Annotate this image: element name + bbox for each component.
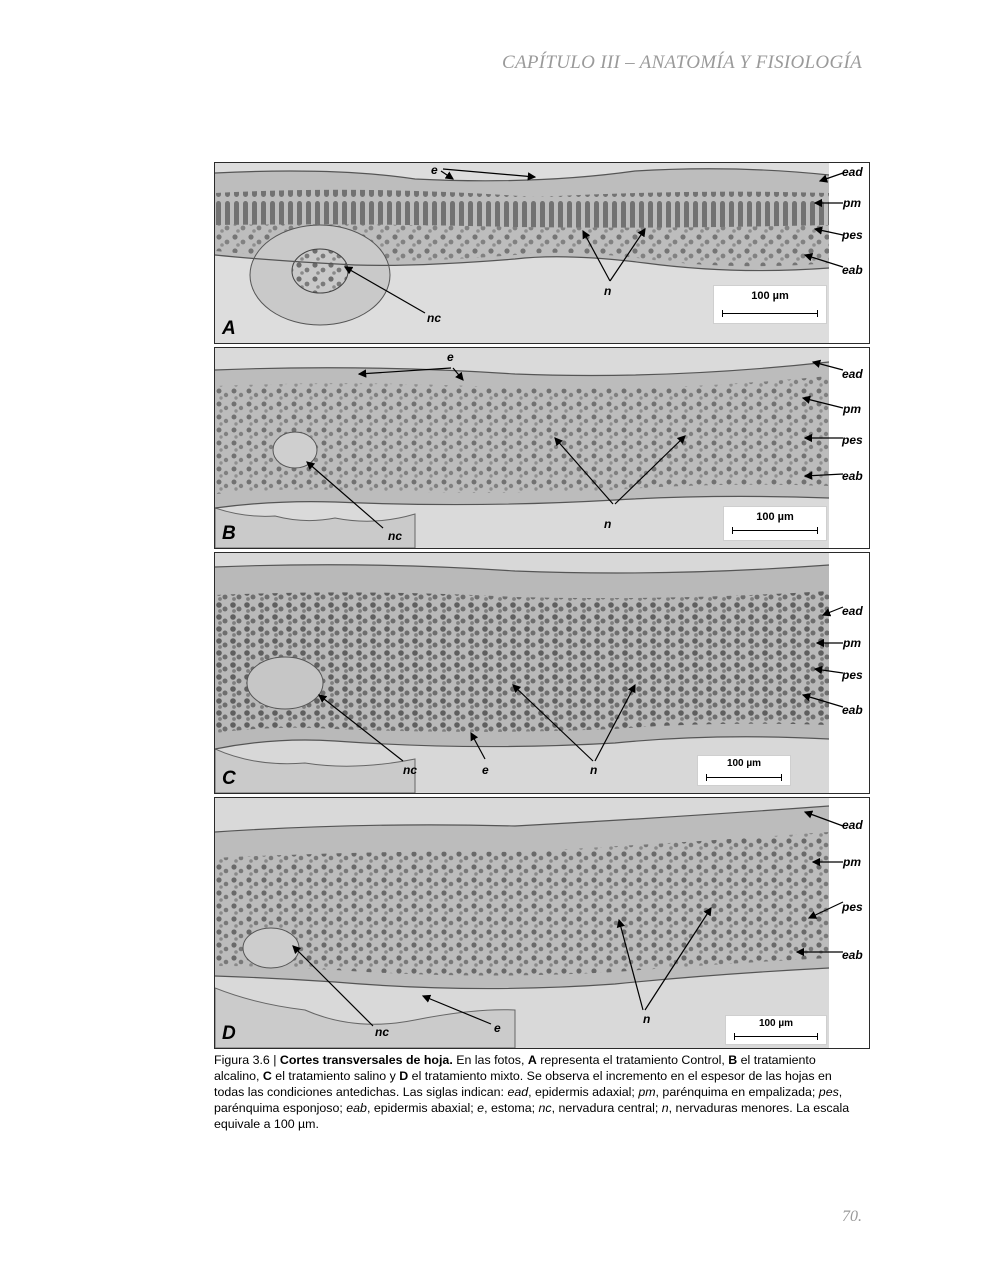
scale-bar-text: 100 µm xyxy=(756,511,794,523)
figure-3-6 xyxy=(214,162,870,1049)
label-ead: ead xyxy=(842,818,863,832)
panel-b xyxy=(214,347,870,549)
label-nc: nc xyxy=(375,1025,390,1039)
label-pes: pes xyxy=(842,228,863,242)
scale-bar xyxy=(725,1015,827,1045)
scale-bar xyxy=(697,755,791,786)
label-pes: pes xyxy=(842,900,863,914)
label-n: n xyxy=(590,763,598,777)
scale-bar-text: 100 µm xyxy=(726,758,762,769)
label-e: e xyxy=(431,163,438,177)
panel-c xyxy=(214,552,870,794)
scale-bar-text: 100 µm xyxy=(758,1018,794,1029)
panel-a xyxy=(214,162,870,344)
label-nc: nc xyxy=(388,529,403,543)
scale-bar-text: 100 µm xyxy=(751,290,789,302)
panel-letter: C xyxy=(222,768,236,789)
label-n: n xyxy=(643,1012,651,1026)
label-eab: eab xyxy=(842,263,863,277)
scale-bar xyxy=(723,506,827,541)
running-header: CAPÍTULO III – ANATOMÍA Y FISIOLOGÍA xyxy=(501,52,862,73)
label-eab: eab xyxy=(842,703,863,717)
label-pm: pm xyxy=(843,402,861,416)
label-pes: pes xyxy=(842,433,863,447)
label-pm: pm xyxy=(843,636,861,650)
panel-letter: A xyxy=(222,318,236,339)
label-ead: ead xyxy=(842,165,863,179)
label-nc: nc xyxy=(403,763,418,777)
panel-letter: D xyxy=(222,1023,236,1044)
panel-letter: B xyxy=(222,523,236,544)
scale-bar xyxy=(713,285,827,324)
figure-caption: Figura 3.6 | Cortes transversales de hoja. En las fotos, A representa el tratamiento Control, B el tratamiento alcalino, C el tratamiento salino y D el tratamiento mixto. Se observa el incremento en el espesor de las hojas en todas las condiciones antedichas. Las siglas indican: ead, epidermis adaxial; pm, parénquima en empalizada; pes, parénquima esponjoso; eab, epidermis abaxial; e, estoma; nc, nervadura central; n, nervaduras menores. La escala equivale a 100 µm. xyxy=(214,1053,850,1131)
label-n: n xyxy=(604,517,612,531)
label-e: e xyxy=(447,350,454,364)
caption-title: Cortes transversales de hoja. xyxy=(279,1053,453,1067)
label-pes: pes xyxy=(842,668,863,682)
page-number: 70. xyxy=(842,1208,862,1225)
label-eab: eab xyxy=(842,948,863,962)
label-pm: pm xyxy=(843,196,861,210)
label-pm: pm xyxy=(843,855,861,869)
label-eab: eab xyxy=(842,469,863,483)
label-ead: ead xyxy=(842,367,863,381)
label-n: n xyxy=(604,284,612,298)
label-nc: nc xyxy=(427,311,442,325)
label-e: e xyxy=(494,1021,501,1035)
panel-d xyxy=(214,797,870,1049)
label-e: e xyxy=(482,763,489,777)
label-ead: ead xyxy=(842,604,863,618)
micrograph-photo xyxy=(215,798,829,1048)
